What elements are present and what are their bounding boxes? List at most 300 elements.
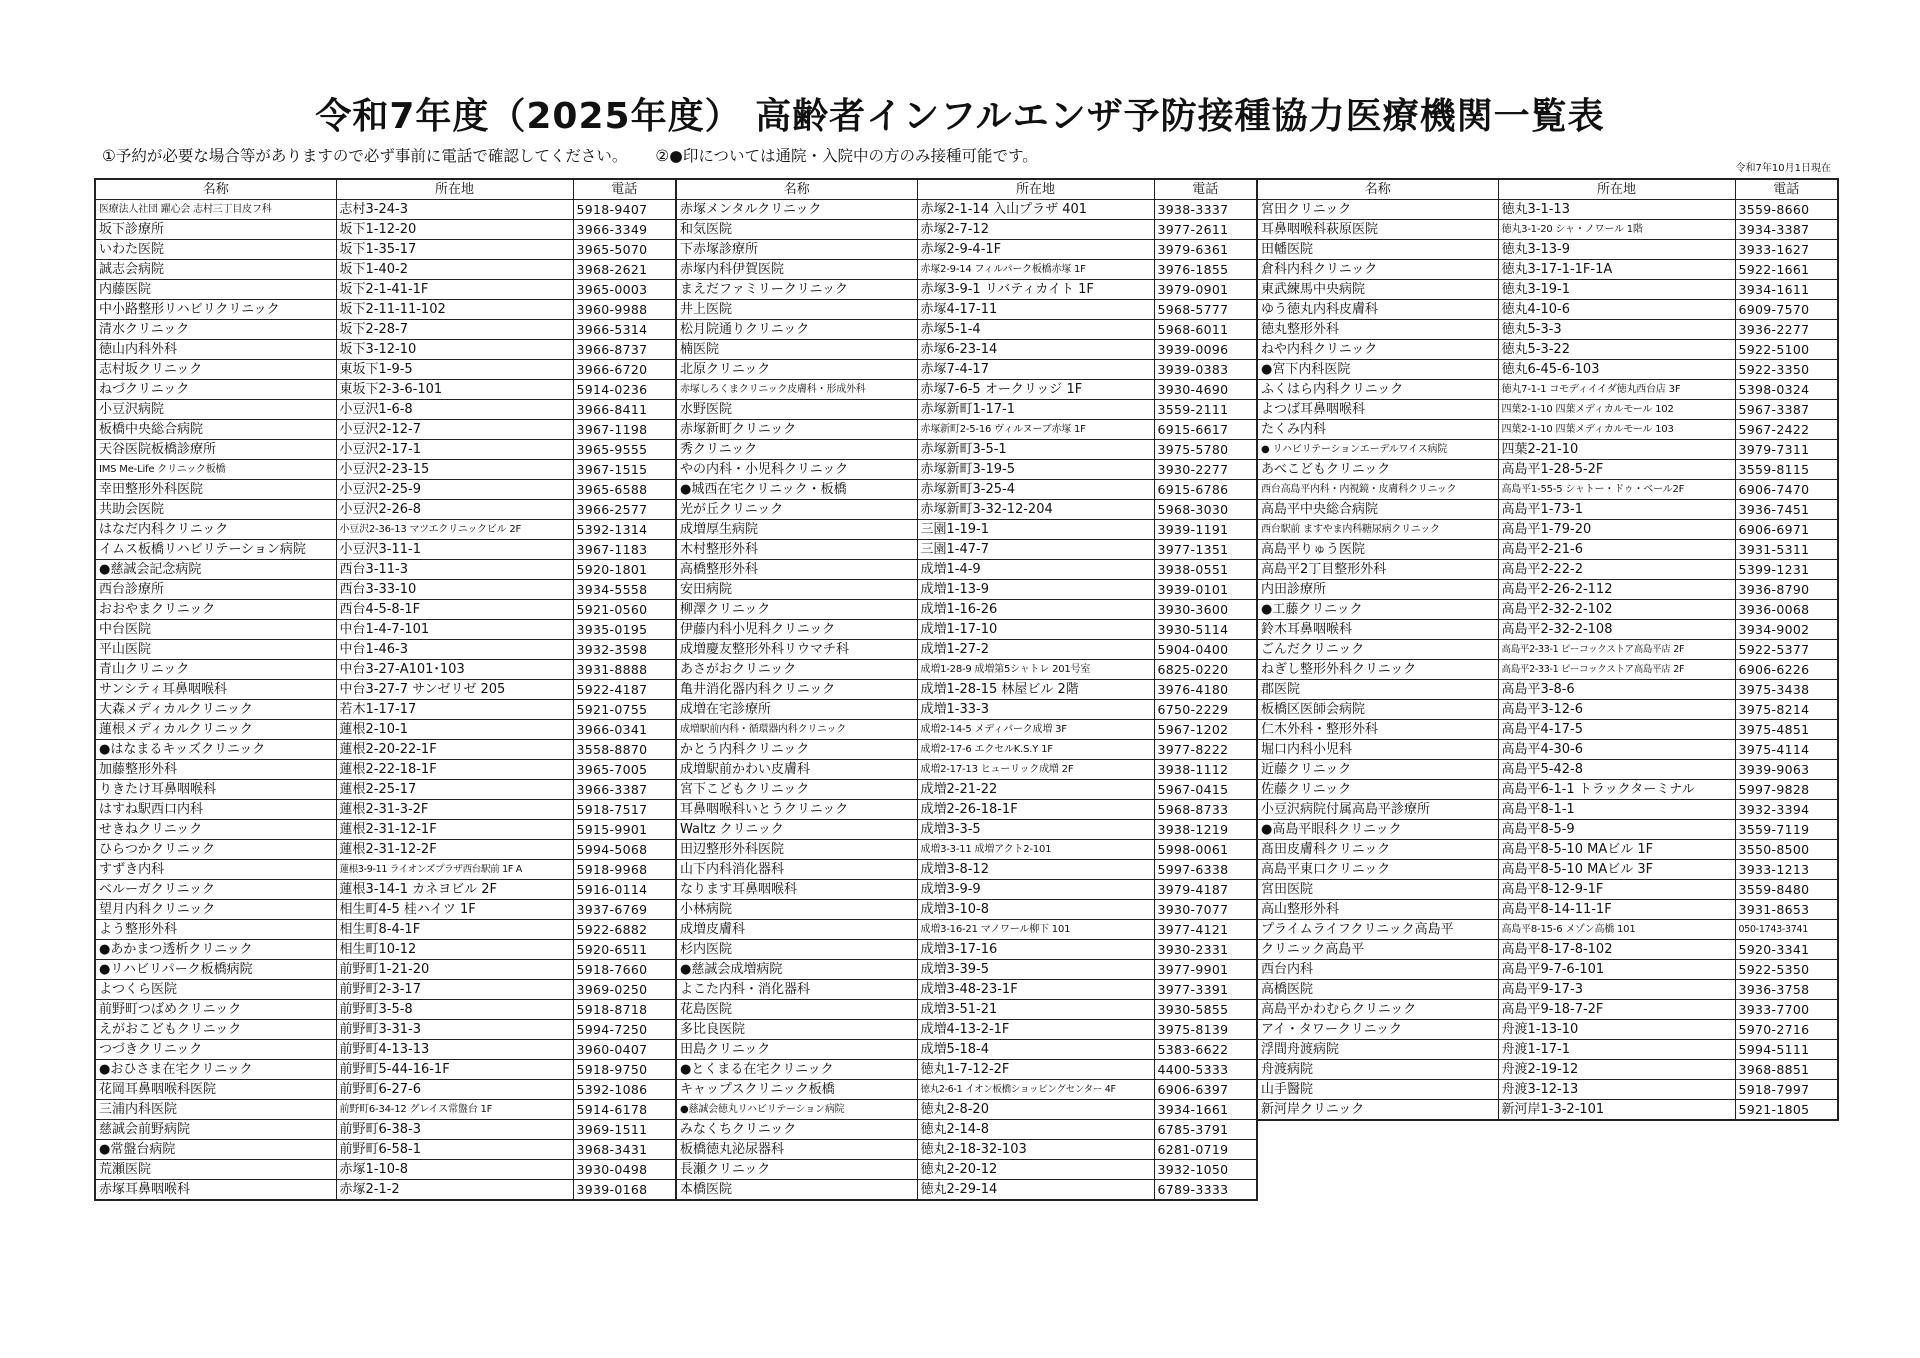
clinic-phone: 5997-6338 [1154,860,1257,880]
clinic-name: 成増駅前内科・循環器内科クリニック [676,720,917,740]
clinic-address: 坂下1-35-17 [336,240,573,260]
clinic-name: 亀井消化器内科クリニック [676,680,917,700]
clinic-name: 荒瀬医院 [95,1160,336,1180]
clinic-name: 堀口内科小児科 [1257,740,1498,760]
clinic-address: 高島平2-22-2 [1498,560,1735,580]
clinic-address: 高島平6-1-1 トラックターミナル [1498,780,1735,800]
clinic-name: ねづクリニック [95,380,336,400]
clinic-name: 高島平東口クリニック [1257,860,1498,880]
clinic-name: 木村整形外科 [676,540,917,560]
clinic-name: 成増厚生病院 [676,520,917,540]
table-row [95,1080,676,1100]
clinic-address: 志村3-24-3 [336,200,573,220]
table-row [95,680,676,700]
table-row [676,440,1257,460]
table-row [1257,580,1838,600]
clinic-address: 舟渡1-13-10 [1498,1020,1735,1040]
clinic-address: 高島平4-17-5 [1498,720,1735,740]
clinic-address: 高島平1-28-5-2F [1498,460,1735,480]
clinic-phone: 3960-9988 [573,300,676,320]
clinic-phone: 3965-7005 [573,760,676,780]
table-row [1257,1080,1838,1100]
clinic-address: 新河岸1-3-2-101 [1498,1100,1735,1121]
table-row [95,1120,676,1140]
clinic-name: 内藤医院 [95,280,336,300]
clinic-address: 坂下2-11-11-102 [336,300,573,320]
clinic-name: 平山医院 [95,640,336,660]
clinic-name: 成増皮膚科 [676,920,917,940]
table-row [676,760,1257,780]
clinic-phone: 3966-3387 [573,780,676,800]
clinic-name: 前野町つばめクリニック [95,1000,336,1020]
clinic-name: 柳澤クリニック [676,600,917,620]
clinic-phone: 3550-8500 [1735,840,1838,860]
clinic-name: 倉科内科クリニック [1257,260,1498,280]
table-row [1257,640,1838,660]
clinic-address: 赤塚新町1-17-1 [917,400,1154,420]
table-row [1257,820,1838,840]
clinic-phone: 5920-6511 [573,940,676,960]
clinic-name: 下赤塚診療所 [676,240,917,260]
clinic-table [1256,178,1839,1121]
table-row [676,780,1257,800]
clinic-address: 赤塚2-1-14 入山プラザ 401 [917,200,1154,220]
clinic-address: 蓮根3-14-1 カネヨビル 2F [336,880,573,900]
clinic-phone: 3976-1855 [1154,260,1257,280]
clinic-name: 板橋徳丸泌尿器科 [676,1140,917,1160]
clinic-address: 東坂下2-3-6-101 [336,380,573,400]
clinic-phone: 3966-8737 [573,340,676,360]
clinic-phone: 3975-4114 [1735,740,1838,760]
clinic-phone: 3932-3394 [1735,800,1838,820]
clinic-name: 山手醫院 [1257,1080,1498,1100]
table-row [95,660,676,680]
table-row [95,240,676,260]
clinic-phone: 5918-9750 [573,1060,676,1080]
table-row [676,660,1257,680]
table-row [95,460,676,480]
clinic-address: 成増1-4-9 [917,560,1154,580]
clinic-address: 成増3-9-9 [917,880,1154,900]
clinic-address: 高島平9-7-6-101 [1498,960,1735,980]
table-row [676,520,1257,540]
table-row [1257,800,1838,820]
clinic-phone: 3965-6588 [573,480,676,500]
table-row [95,540,676,560]
header-address: 所在地 [917,179,1154,200]
clinic-phone: 3966-3349 [573,220,676,240]
table-row [676,1040,1257,1060]
clinic-phone: 3979-7311 [1735,440,1838,460]
table-row [95,280,676,300]
clinic-address: 成増3-39-5 [917,960,1154,980]
clinic-name: 成増在宅診療所 [676,700,917,720]
clinic-name: よつば耳鼻咽喉科 [1257,400,1498,420]
clinic-address: 高島平8-5-10 MAビル 1F [1498,840,1735,860]
clinic-name: プライムライフクリニック高島平 [1257,920,1498,940]
clinic-address: 前野町3-5-8 [336,1000,573,1020]
table-row [95,880,676,900]
table-row [676,500,1257,520]
clinic-address: 徳丸1-7-12-2F [917,1060,1154,1080]
clinic-name: 慈誠会前野病院 [95,1120,336,1140]
clinic-name: 板橋中央総合病院 [95,420,336,440]
clinic-name: ● リハビリテーションエーデルワイス病院 [1257,440,1498,460]
clinic-name: 徳丸整形外科 [1257,320,1498,340]
clinic-name: 水野医院 [676,400,917,420]
clinic-phone: 5918-7517 [573,800,676,820]
clinic-address: 高島平8-5-9 [1498,820,1735,840]
table-row [95,620,676,640]
clinic-phone: 5922-5377 [1735,640,1838,660]
table-row [1257,1040,1838,1060]
clinic-name: 赤塚新町クリニック [676,420,917,440]
clinic-address: 小豆沢2-25-9 [336,480,573,500]
clinic-name: 西台内科 [1257,960,1498,980]
clinic-name: 高山整形外科 [1257,900,1498,920]
table-column-2 [675,178,1258,1201]
clinic-name: 光が丘クリニック [676,500,917,520]
clinic-name: 杉内医院 [676,940,917,960]
clinic-name: 井上医院 [676,300,917,320]
clinic-phone: 6906-6397 [1154,1080,1257,1100]
clinic-phone: 3931-8653 [1735,900,1838,920]
clinic-name: 蓮根メディカルクリニック [95,720,336,740]
table-row [95,860,676,880]
clinic-name: ●慈誠会徳丸リハビリテーション病院 [676,1100,917,1120]
clinic-name: 徳山内科外科 [95,340,336,360]
clinic-phone: 3977-3391 [1154,980,1257,1000]
clinic-name: 新河岸クリニック [1257,1100,1498,1121]
clinic-name: 田辺整形外科医院 [676,840,917,860]
clinic-name: あべこどもクリニック [1257,460,1498,480]
table-row [676,960,1257,980]
clinic-phone: 3977-1351 [1154,540,1257,560]
clinic-name: IMS Me-Life クリニック板橋 [95,460,336,480]
clinic-phone: 5918-9407 [573,200,676,220]
clinic-name: ●とくまる在宅クリニック [676,1060,917,1080]
clinic-address: 成増4-13-2-1F [917,1020,1154,1040]
table-row [95,200,676,220]
clinic-name: つづきクリニック [95,1040,336,1060]
clinic-name: ゆう徳丸内科皮膚科 [1257,300,1498,320]
header-row [1257,179,1838,200]
clinic-name: 高島平中央総合病院 [1257,500,1498,520]
clinic-address: 徳丸5-3-22 [1498,340,1735,360]
clinic-name: ごんだクリニック [1257,640,1498,660]
clinic-phone: 3559-8480 [1735,880,1838,900]
clinic-name: いわた医院 [95,240,336,260]
clinic-phone: 3939-1191 [1154,520,1257,540]
table-row [1257,400,1838,420]
clinic-phone: 5922-3350 [1735,360,1838,380]
table-row [676,620,1257,640]
clinic-name: ベルーガクリニック [95,880,336,900]
clinic-phone: 3932-3598 [573,640,676,660]
clinic-phone: 3930-2331 [1154,940,1257,960]
clinic-name: ●城西在宅クリニック・板橋 [676,480,917,500]
clinic-address: 相生町8-4-1F [336,920,573,940]
page-title: 令和7年度（2025年度） 高齢者インフルエンザ予防接種協力医療機関一覧表 [315,96,1605,137]
clinic-phone: 3977-2611 [1154,220,1257,240]
clinic-address: 高島平2-32-2-108 [1498,620,1735,640]
table-row [1257,500,1838,520]
clinic-phone: 3979-0901 [1154,280,1257,300]
clinic-phone: 5904-0400 [1154,640,1257,660]
clinic-name: 西台高島平内科・内視鏡・皮膚科クリニック [1257,480,1498,500]
table-row [95,1100,676,1120]
clinic-phone: 5918-7660 [573,960,676,980]
note-reservation: ①予約が必要な場合等がありますので必ず事前に電話で確認してください。 [102,147,628,165]
clinic-phone: 3968-2621 [573,260,676,280]
clinic-phone: 3933-7700 [1735,1000,1838,1020]
clinic-address: 前野町6-34-12 グレイス常盤台 1F [336,1100,573,1120]
table-row [1257,680,1838,700]
clinic-address: 三園1-19-1 [917,520,1154,540]
table-row [676,600,1257,620]
clinic-address: 高島平9-17-3 [1498,980,1735,1000]
table-row [676,700,1257,720]
clinic-phone: 050-1743-3741 [1735,920,1838,940]
note-dot-mark: ②●印については通院・入院中の方のみ接種可能です。 [655,147,1038,165]
clinic-phone: 6789-3333 [1154,1180,1257,1201]
table-column-1 [94,178,677,1201]
table-row [95,780,676,800]
clinic-address: 徳丸3-1-13 [1498,200,1735,220]
clinic-phone: 3930-5114 [1154,620,1257,640]
clinic-name: よつくら医院 [95,980,336,1000]
clinic-name: キャップスクリニック板橋 [676,1080,917,1100]
clinic-address: 中台3-27-A101･103 [336,660,573,680]
clinic-address: 西台3-11-3 [336,560,573,580]
clinic-phone: 6909-7570 [1735,300,1838,320]
clinic-name: 楠医院 [676,340,917,360]
clinic-address: 舟渡1-17-1 [1498,1040,1735,1060]
table-row [95,980,676,1000]
clinic-address: 小豆沢2-36-13 マツエクリニックビル 2F [336,520,573,540]
clinic-name: よこた内科・消化器科 [676,980,917,1000]
table-row [1257,560,1838,580]
clinic-address: 成増1-17-10 [917,620,1154,640]
clinic-phone: 5915-9901 [573,820,676,840]
table-row [676,480,1257,500]
clinic-phone: 3938-1112 [1154,760,1257,780]
clinic-address: 小豆沢2-17-1 [336,440,573,460]
clinic-address: 成増3-17-16 [917,940,1154,960]
clinic-phone: 3979-6361 [1154,240,1257,260]
clinic-address: 高島平2-32-2-102 [1498,600,1735,620]
clinic-name: 赤塚メンタルクリニック [676,200,917,220]
clinic-address: 舟渡2-19-12 [1498,1060,1735,1080]
table-row [676,1180,1257,1201]
clinic-name: 赤塚内科伊賀医院 [676,260,917,280]
clinic-name: 大森メディカルクリニック [95,700,336,720]
clinic-phone: 3937-6769 [573,900,676,920]
clinic-address: 赤塚新町3-25-4 [917,480,1154,500]
clinic-name: 佐藤クリニック [1257,780,1498,800]
clinic-name: はすね駅西口内科 [95,800,336,820]
clinic-phone: 5399-1231 [1735,560,1838,580]
clinic-phone: 5998-0061 [1154,840,1257,860]
clinic-phone: 3559-8660 [1735,200,1838,220]
clinic-name: えがおこどもクリニック [95,1020,336,1040]
table-row [1257,360,1838,380]
clinic-name: 本橋医院 [676,1180,917,1201]
table-row [95,1160,676,1180]
clinic-address: 高島平3-12-6 [1498,700,1735,720]
clinic-address: 赤塚2-1-2 [336,1180,573,1201]
table-row [1257,280,1838,300]
clinic-phone: 5921-1805 [1735,1100,1838,1121]
clinic-address: 相生町4-5 桂ハイツ 1F [336,900,573,920]
clinic-phone: 3559-8115 [1735,460,1838,480]
clinic-name: ねぎし整形外科クリニック [1257,660,1498,680]
clinic-name: 天谷医院板橋診療所 [95,440,336,460]
clinic-address: 成増2-17-6 エクセルK.S.Y 1F [917,740,1154,760]
clinic-phone: 3976-4180 [1154,680,1257,700]
clinic-name: りきたけ耳鼻咽喉科 [95,780,336,800]
clinic-name: 成増駅前かわい皮膚科 [676,760,917,780]
clinic-phone: 3930-7077 [1154,900,1257,920]
clinic-name: 高島平2丁目整形外科 [1257,560,1498,580]
table-row [1257,780,1838,800]
table-row [95,800,676,820]
clinic-phone: 3965-5070 [573,240,676,260]
clinic-phone: 5967-3387 [1735,400,1838,420]
table-row [95,740,676,760]
clinic-address: 蓮根2-31-3-2F [336,800,573,820]
clinic-name: 花島医院 [676,1000,917,1020]
clinic-phone: 5994-7250 [573,1020,676,1040]
clinic-name: せきねクリニック [95,820,336,840]
clinic-phone: 6281-0719 [1154,1140,1257,1160]
clinic-address: 赤塚新町3-32-12-204 [917,500,1154,520]
clinic-phone: 3939-9063 [1735,760,1838,780]
table-row [1257,320,1838,340]
clinic-address: 蓮根2-25-17 [336,780,573,800]
table-row [1257,1100,1838,1121]
clinic-phone: 5918-7997 [1735,1080,1838,1100]
table-row [676,980,1257,1000]
table-row [676,260,1257,280]
header-phone: 電話 [1735,179,1838,200]
clinic-name: 宮田クリニック [1257,200,1498,220]
table-row [95,360,676,380]
clinic-name: 高島平りゅう医院 [1257,540,1498,560]
clinic-name: アイ・タワークリニック [1257,1020,1498,1040]
clinic-address: 前野町4-13-13 [336,1040,573,1060]
table-row [676,740,1257,760]
clinic-name: 赤塚耳鼻咽喉科 [95,1180,336,1201]
clinic-address: 徳丸3-1-20 シャ・ノワール 1階 [1498,220,1735,240]
clinic-phone: 3968-3431 [573,1140,676,1160]
clinic-phone: 5922-6882 [573,920,676,940]
clinic-name: 加藤整形外科 [95,760,336,780]
table-row [676,880,1257,900]
clinic-phone: 3938-3337 [1154,200,1257,220]
clinic-address: 成増3-51-21 [917,1000,1154,1020]
clinic-address: 小豆沢2-12-7 [336,420,573,440]
table-row [95,340,676,360]
clinic-phone: 6785-3791 [1154,1120,1257,1140]
clinic-phone: 5916-0114 [573,880,676,900]
clinic-name: 成増慶友整形外科リウマチ科 [676,640,917,660]
table-row [676,1080,1257,1100]
table-row [1257,900,1838,920]
clinic-phone: 3939-0101 [1154,580,1257,600]
table-row [676,540,1257,560]
clinic-address: 徳丸2-29-14 [917,1180,1154,1201]
clinic-name: 内田診療所 [1257,580,1498,600]
table-row [1257,980,1838,1000]
header-name: 名称 [1257,179,1498,200]
clinic-phone: 3930-2277 [1154,460,1257,480]
table-row [95,1140,676,1160]
clinic-name: 田幡医院 [1257,240,1498,260]
clinic-phone: 5921-0755 [573,700,676,720]
table-row [1257,840,1838,860]
clinic-phone: 5994-5111 [1735,1040,1838,1060]
clinic-address: 赤塚2-9-14 フィルパーク板橋赤塚 1F [917,260,1154,280]
clinic-address: 前野町6-27-6 [336,1080,573,1100]
clinic-phone: 5997-9828 [1735,780,1838,800]
clinic-name: 近藤クリニック [1257,760,1498,780]
clinic-phone: 5994-5068 [573,840,676,860]
clinic-name: 長瀬クリニック [676,1160,917,1180]
clinic-name: 多比良医院 [676,1020,917,1040]
clinic-name: 郡医院 [1257,680,1498,700]
table-row [95,840,676,860]
clinic-phone: 3966-6720 [573,360,676,380]
clinic-address: 坂下3-12-10 [336,340,573,360]
clinic-phone: 3934-1661 [1154,1100,1257,1120]
table-row [676,940,1257,960]
clinic-phone: 3932-1050 [1154,1160,1257,1180]
table-row [95,440,676,460]
clinic-address: 赤塚5-1-4 [917,320,1154,340]
clinic-address: 成増2-26-18-1F [917,800,1154,820]
clinic-name: 幸田整形外科医院 [95,480,336,500]
clinic-phone: 5922-4187 [573,680,676,700]
clinic-name: ●はなまるキッズクリニック [95,740,336,760]
table-row [676,1120,1257,1140]
clinic-name: 共助会医院 [95,500,336,520]
table-row [676,1100,1257,1120]
clinic-address: 高島平8-14-11-1F [1498,900,1735,920]
clinic-name: Waltz クリニック [676,820,917,840]
clinic-name: ねや内科クリニック [1257,340,1498,360]
clinic-address: 高島平1-79-20 [1498,520,1735,540]
table-row [1257,200,1838,220]
clinic-address: 前野町6-38-3 [336,1120,573,1140]
table-row [95,1180,676,1201]
clinic-address: 坂下1-40-2 [336,260,573,280]
clinic-address: 成増2-17-13 ヒューリック成増 2F [917,760,1154,780]
table-row [95,1000,676,1020]
clinic-phone: 5967-0415 [1154,780,1257,800]
clinic-name: おおやまクリニック [95,600,336,620]
clinic-address: 高島平8-15-6 メゾン高橋 101 [1498,920,1735,940]
clinic-address: 高島平8-1-1 [1498,800,1735,820]
clinic-phone: 5914-6178 [573,1100,676,1120]
clinic-name: ●慈誠会成増病院 [676,960,917,980]
clinic-name: 花岡耳鼻咽喉科医院 [95,1080,336,1100]
clinic-phone: 5920-1801 [573,560,676,580]
clinic-phone: 5922-5100 [1735,340,1838,360]
table-row [95,500,676,520]
clinic-address: 成増2-21-22 [917,780,1154,800]
clinic-address: 坂下2-28-7 [336,320,573,340]
